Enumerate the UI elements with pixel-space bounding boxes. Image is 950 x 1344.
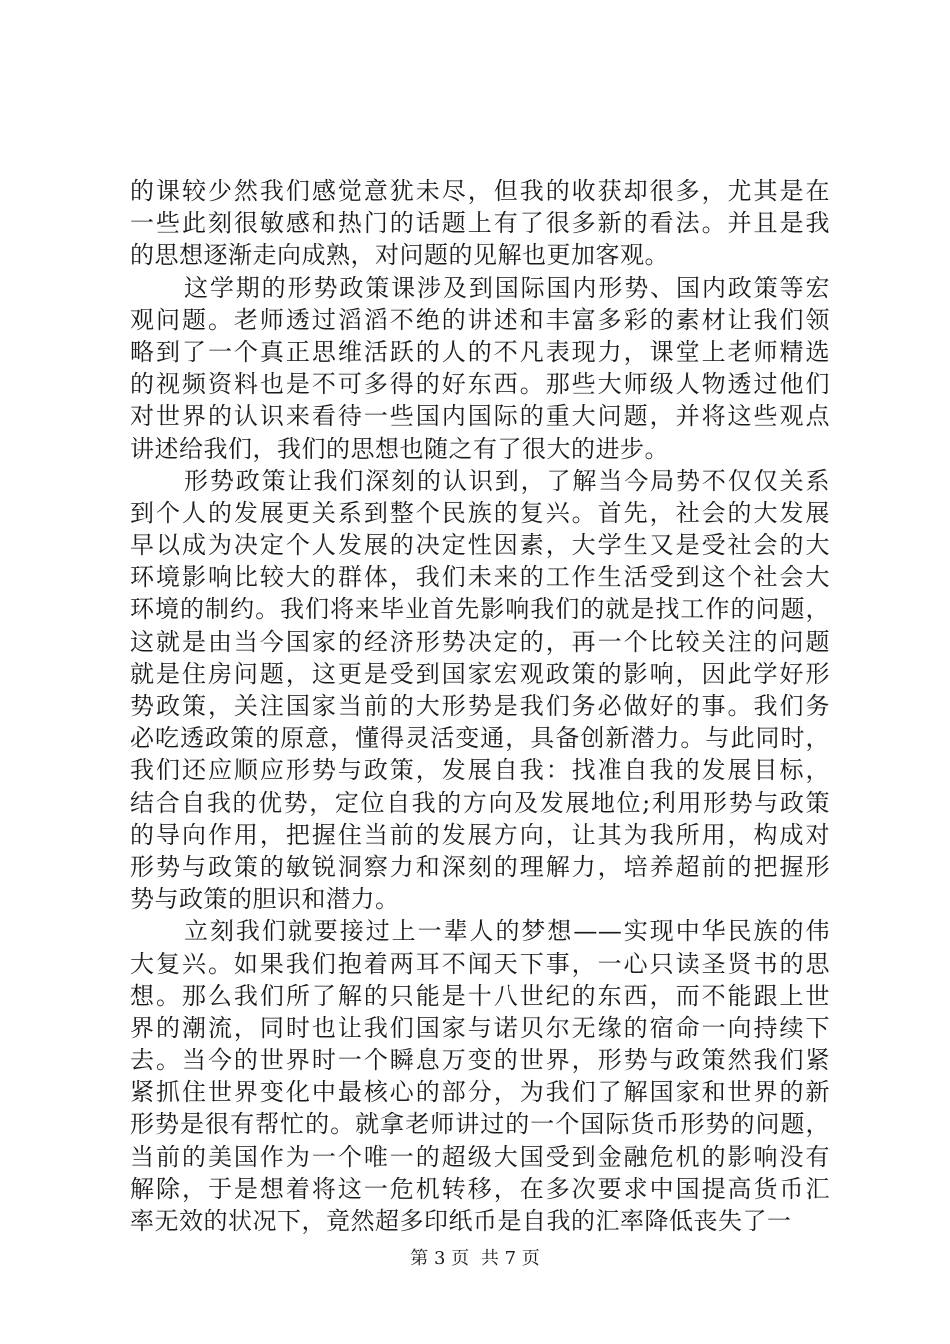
- text-line: 讲述给我们，我们的思想也随之有了很大的进步。: [130, 434, 669, 463]
- text-line: 我们还应顺应形势与政策，发展自我：找准自我的发展目标，: [130, 756, 830, 785]
- text-line: 到个人的发展更关系到整个民族的复兴。首先，社会的大发展: [130, 498, 830, 527]
- text-line: 结合自我的优势，定位自我的方向及发展地位;利用形势与政策: [130, 788, 830, 817]
- text-line: 界的潮流，同时也让我们国家与诺贝尔无缘的宿命一向持续下: [130, 1013, 830, 1042]
- text-line: 的思想逐渐走向成熟，对问题的见解也更加客观。: [130, 241, 669, 270]
- text-line: 环境影响比较大的群体，我们未来的工作生活受到这个社会大: [130, 563, 830, 592]
- text-line: 环境的制约。我们将来毕业首先影响我们的就是找工作的问题，: [130, 595, 830, 624]
- text-line: 解除，于是想着将这一危机转移，在多次要求中国提高货币汇: [130, 1174, 830, 1203]
- page-number: 第 3 页: [410, 1248, 470, 1269]
- text-line: 的导向作用，把握住当前的发展方向，让其为我所用，构成对: [130, 820, 830, 849]
- text-line: 大复兴。如果我们抱着两耳不闻天下事，一心只读圣贤书的思: [130, 949, 830, 978]
- text-line: 必吃透政策的原意，懂得灵活变通，具备创新潜力。与此同时，: [130, 724, 830, 753]
- text-line: 形势政策让我们深刻的认识到，了解当今局势不仅仅关系: [184, 466, 830, 495]
- text-line: 就是住房问题，这更是受到国家宏观政策的影响，因此学好形: [130, 659, 830, 688]
- text-line: 观问题。老师透过滔滔不绝的讲述和丰富多彩的素材让我们领: [130, 305, 830, 334]
- paragraph: [130, 272, 830, 465]
- text-line: 当前的美国作为一个唯一的超级大国受到金融危机的影响没有: [130, 1142, 830, 1171]
- text-line: 形势与政策的敏锐洞察力和深刻的理解力，培养超前的把握形: [130, 852, 830, 881]
- text-line: 略到了一个真正思维活跃的人的不凡表现力，课堂上老师精选: [130, 337, 830, 366]
- text-line: 想。那么我们所了解的只能是十八世纪的东西，而不能跟上世: [130, 981, 830, 1010]
- text-line: 去。当今的世界时一个瞬息万变的世界，形势与政策然我们紧: [130, 1046, 830, 1075]
- page-footer: [0, 1248, 950, 1270]
- text-line: 这就是由当今国家的经济形势决定的，再一个比较关注的问题: [130, 627, 830, 656]
- document-body: [130, 175, 830, 1237]
- text-line: 一些此刻很敏感和热门的话题上有了很多新的看法。并且是我: [130, 209, 830, 238]
- text-line: 对世界的认识来看待一些国内国际的重大问题，并将这些观点: [130, 402, 830, 431]
- text-line: 紧抓住世界变化中最核心的部分，为我们了解国家和世界的新: [130, 1078, 830, 1107]
- text-line: 形势是很有帮忙的。就拿老师讲过的一个国际货币形势的问题，: [130, 1110, 830, 1139]
- text-line: 立刻我们就要接过上一辈人的梦想——实现中华民族的伟: [184, 917, 830, 946]
- text-line: 的视频资料也是不可多得的好东西。那些大师级人物透过他们: [130, 370, 830, 399]
- page-total: 共 7 页: [480, 1248, 540, 1269]
- text-line: 早以成为决定个人发展的决定性因素，大学生又是受社会的大: [130, 531, 830, 560]
- paragraph: [130, 915, 830, 1237]
- text-line: 这学期的形势政策课涉及到国际国内形势、国内政策等宏: [184, 273, 830, 302]
- text-line: 势与政策的胆识和潜力。: [130, 885, 400, 914]
- text-line: 的课较少然我们感觉意犹未尽，但我的收获却很多，尤其是在: [130, 177, 830, 205]
- paragraph: [130, 175, 830, 272]
- text-line: 势政策，关注国家当前的大形势是我们务必做好的事。我们务: [130, 692, 830, 720]
- text-line: 率无效的状况下，竟然超多印纸币是自我的汇率降低丧失了一: [130, 1207, 792, 1235]
- paragraph: [130, 465, 830, 916]
